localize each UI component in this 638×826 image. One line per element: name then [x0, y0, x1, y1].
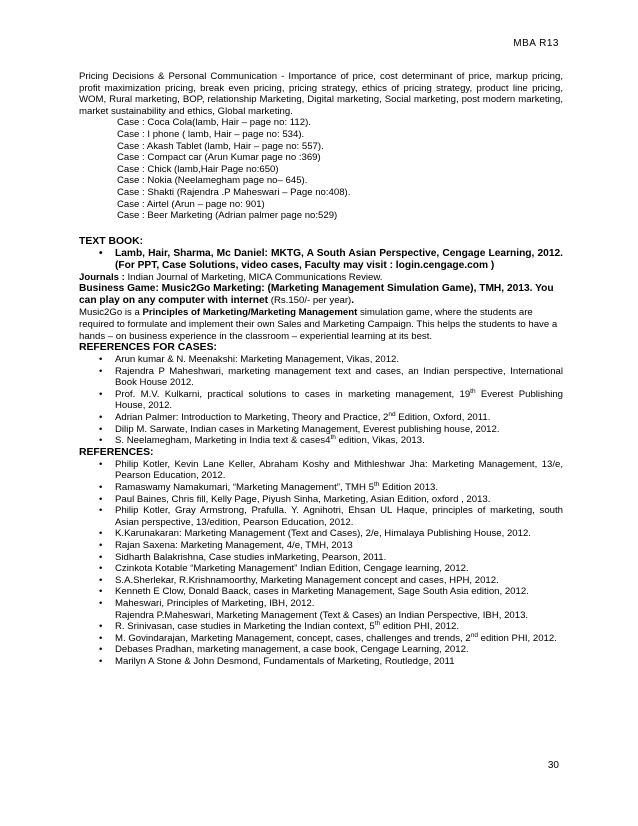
page-number: 30 — [547, 760, 559, 771]
case-item: Case : Coca Cola(lamb, Hair – page no: 112). — [117, 117, 311, 129]
reference-item: • Adrian Palmer: Introduction to Marketing, Theory and Practice, 2nd Edition, Oxford, 2011. — [99, 412, 563, 424]
case-item: Case : Beer Marketing (Adrian palmer page no:529) — [117, 210, 338, 222]
reference-item: • Czinkota Kotable “Marketing Management” Indian Edition, Cengage learning, 2012. — [99, 563, 563, 575]
intro-paragraph: Pricing Decisions & Personal Communication - Importance of price, cost determinant of price, markup pricing, profit maximization pricing, break even pricing, pricing strategy, ethics of pricing strategy, product line pricing, WOM, Rural marketing, BOP, relationship Marketing, Digital marketing, Social marketing, post modern marketing, market sustainability and ethics, Global marketing. — [79, 71, 563, 117]
reference-item: • Rajan Saxena: Marketing Management, 4/e, TMH, 2013 — [99, 540, 563, 552]
reference-item: • Prof. M.V. Kulkarni, practical solutions to cases in marketing management, 19th Everest Publishing House, 2012. — [99, 389, 563, 412]
music2go-paragraph — [79, 307, 563, 342]
reference-item: • K.Karunakaran: Marketing Management (Text and Cases), 2/e, Himalaya Publishing House, 2012. — [99, 528, 563, 540]
case-item: Case : Compact car (Arun Kumar page no :369) — [117, 152, 321, 164]
case-item: Case : Chick (lamb,Hair Page no:650) — [117, 163, 279, 175]
reference-item: • Sidharth Balakrishna, Case studies inMarketing, Pearson, 2011. — [99, 552, 563, 564]
references-heading: REFERENCES: — [79, 446, 154, 458]
journals-line — [79, 272, 563, 284]
reference-item: • Philip Kotler, Gray Armstrong, Prafulla. Y. Agnihotri, Ehsan UL Haque, principles of marketing, south Asian perspective, 13/edition, Pearson Education, 2012. — [99, 505, 563, 528]
reference-item: • Dilip M. Sarwate, Indian cases in Marketing Management, Everest publishing house, 2012. — [99, 424, 563, 436]
business-game-end: . — [351, 295, 355, 307]
journals-text: Indian Journal of Marketing, MICA Communications Review. — [127, 271, 383, 283]
business-game-line — [79, 283, 563, 307]
business-game-price: (Rs.150/- per year) — [268, 295, 352, 307]
reference-item: • Ramaswamy Namakumari, “Marketing Management”, TMH 5th Edition 2013. — [99, 482, 563, 494]
music2go-text: Music2Go is a — [79, 307, 143, 319]
reference-item: • Maheswari, Principles of Marketing, IBH, 2012. Rajendra P.Maheswari, Marketing Management (Text & Cases) an Indian Perspective, IBH, 2013. — [99, 598, 563, 621]
reference-item: • R. Srinivasan, case studies in Marketing the Indian context, 5th edition PHI, 2012. — [99, 621, 563, 633]
case-list — [117, 117, 563, 221]
case-item: Case : Shakti (Rajendra .P Maheswari – Page no:408). — [117, 186, 351, 198]
case-item: Case : Airtel (Arun – page no: 901) — [117, 198, 265, 210]
reference-item: • Debases Pradhan, marketing management, a case book, Cengage Learning, 2012. — [99, 644, 563, 656]
reference-item: • S. Neelamegham, Marketing in India text & cases4th edition, Vikas, 2013. — [99, 435, 563, 447]
document-header-code: MBA R13 — [513, 38, 559, 49]
references-list — [79, 459, 563, 668]
references-cases-list — [79, 354, 563, 447]
page-content — [79, 71, 563, 668]
reference-item: • M. Govindarajan, Marketing Management, concept, cases, challenges and trends, 2nd edition PHI, 2012. — [99, 633, 563, 645]
reference-item: • Kenneth E Clow, Donald Baack, cases in Marketing Management, Sage South Asia edition, 2012. — [99, 586, 563, 598]
reference-item: • S.A.Sherlekar, R.Krishnamoorthy, Marketing Management concept and cases, HPH, 2012. — [99, 575, 563, 587]
textbook-list — [79, 248, 563, 272]
reference-item: • Philip Kotler, Kevin Lane Keller, Abraham Koshy and Mithleshwar Jha: Marketing Management, 13/e, Pearson Education, 2012. — [99, 459, 563, 482]
textbook-item: • Lamb, Hair, Sharma, Mc Daniel: MKTG, A South Asian Perspective, Cengage Learning, 2012. (For PPT, Case Solutions, video cases, Faculty may visit : login.cengage.com ) — [99, 248, 563, 272]
reference-item: • Arun kumar & N. Meenakshi: Marketing Management, Vikas, 2012. — [99, 354, 563, 366]
textbook-heading: TEXT BOOK: — [79, 235, 144, 247]
music2go-text-end: simulation game, where the students are required to formulate and implement their own Sales and Marketing Campaign. This helps the students to have a hands – on business experience in the classroom – experiential learning at its best. — [79, 307, 558, 342]
references-cases-heading: REFERENCES FOR CASES: — [79, 342, 217, 354]
case-item: Case : Nokia (Neelamegham page no– 645). — [117, 175, 308, 187]
case-item: Case : I phone ( lamb, Hair – page no: 534). — [117, 128, 305, 140]
reference-item: • Paul Baines, Chris fill, Kelly Page, Piyush Sinha, Marketing, Asian Edition, oxford , 2013. — [99, 494, 563, 506]
journals-label: Journals : — [79, 271, 128, 283]
case-item: Case : Akash Tablet (lamb, Hair – page no: 557). — [117, 140, 324, 152]
reference-item: • Rajendra P Maheshwari, marketing management text and cases, an Indian perspective, International Book House 2012. — [99, 366, 563, 389]
music2go-bold-text: Principles of Marketing/Marketing Management — [142, 307, 358, 319]
reference-item: • Marilyn A Stone & John Desmond, Fundamentals of Marketing, Routledge, 2011 — [99, 656, 563, 668]
business-game-title: Business Game: Music2Go Marketing: (Marketing Management Simulation Game), TMH, 2013. You can play on any computer with internet — [79, 283, 554, 307]
